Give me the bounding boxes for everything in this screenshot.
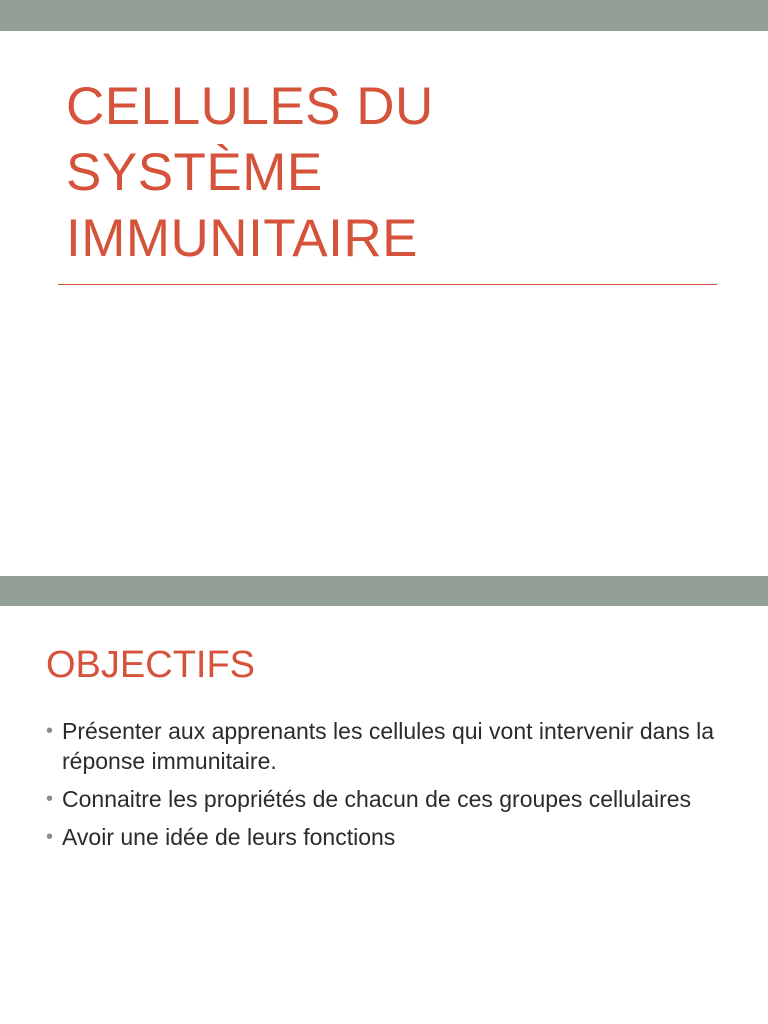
slide1-title <box>66 74 726 272</box>
objectives-list <box>46 716 726 860</box>
list-item-text: Avoir une idée de leurs fonctions <box>62 824 396 850</box>
slide1-title-line: CELLULES DU <box>66 77 434 136</box>
slide2-header-band <box>0 576 768 606</box>
list-item <box>46 784 726 814</box>
list-item-text: Connaitre les propriétés de chacun de ces groupes cellulaires <box>62 786 692 812</box>
list-item <box>46 716 726 776</box>
list-item <box>46 822 726 852</box>
slide1-title-line: SYSTÈME <box>66 143 323 202</box>
slide1-header-band <box>0 0 768 31</box>
bullet-icon: • <box>46 720 54 742</box>
title-divider <box>58 284 717 285</box>
bullet-icon: • <box>46 788 54 810</box>
bullet-icon: • <box>46 826 54 848</box>
slide1-title-line: IMMUNITAIRE <box>66 209 418 268</box>
list-item-text: Présenter aux apprenants les cellules qui vont intervenir dans la réponse immunitaire. <box>62 718 715 774</box>
slide2-title: OBJECTIFS <box>46 644 256 686</box>
